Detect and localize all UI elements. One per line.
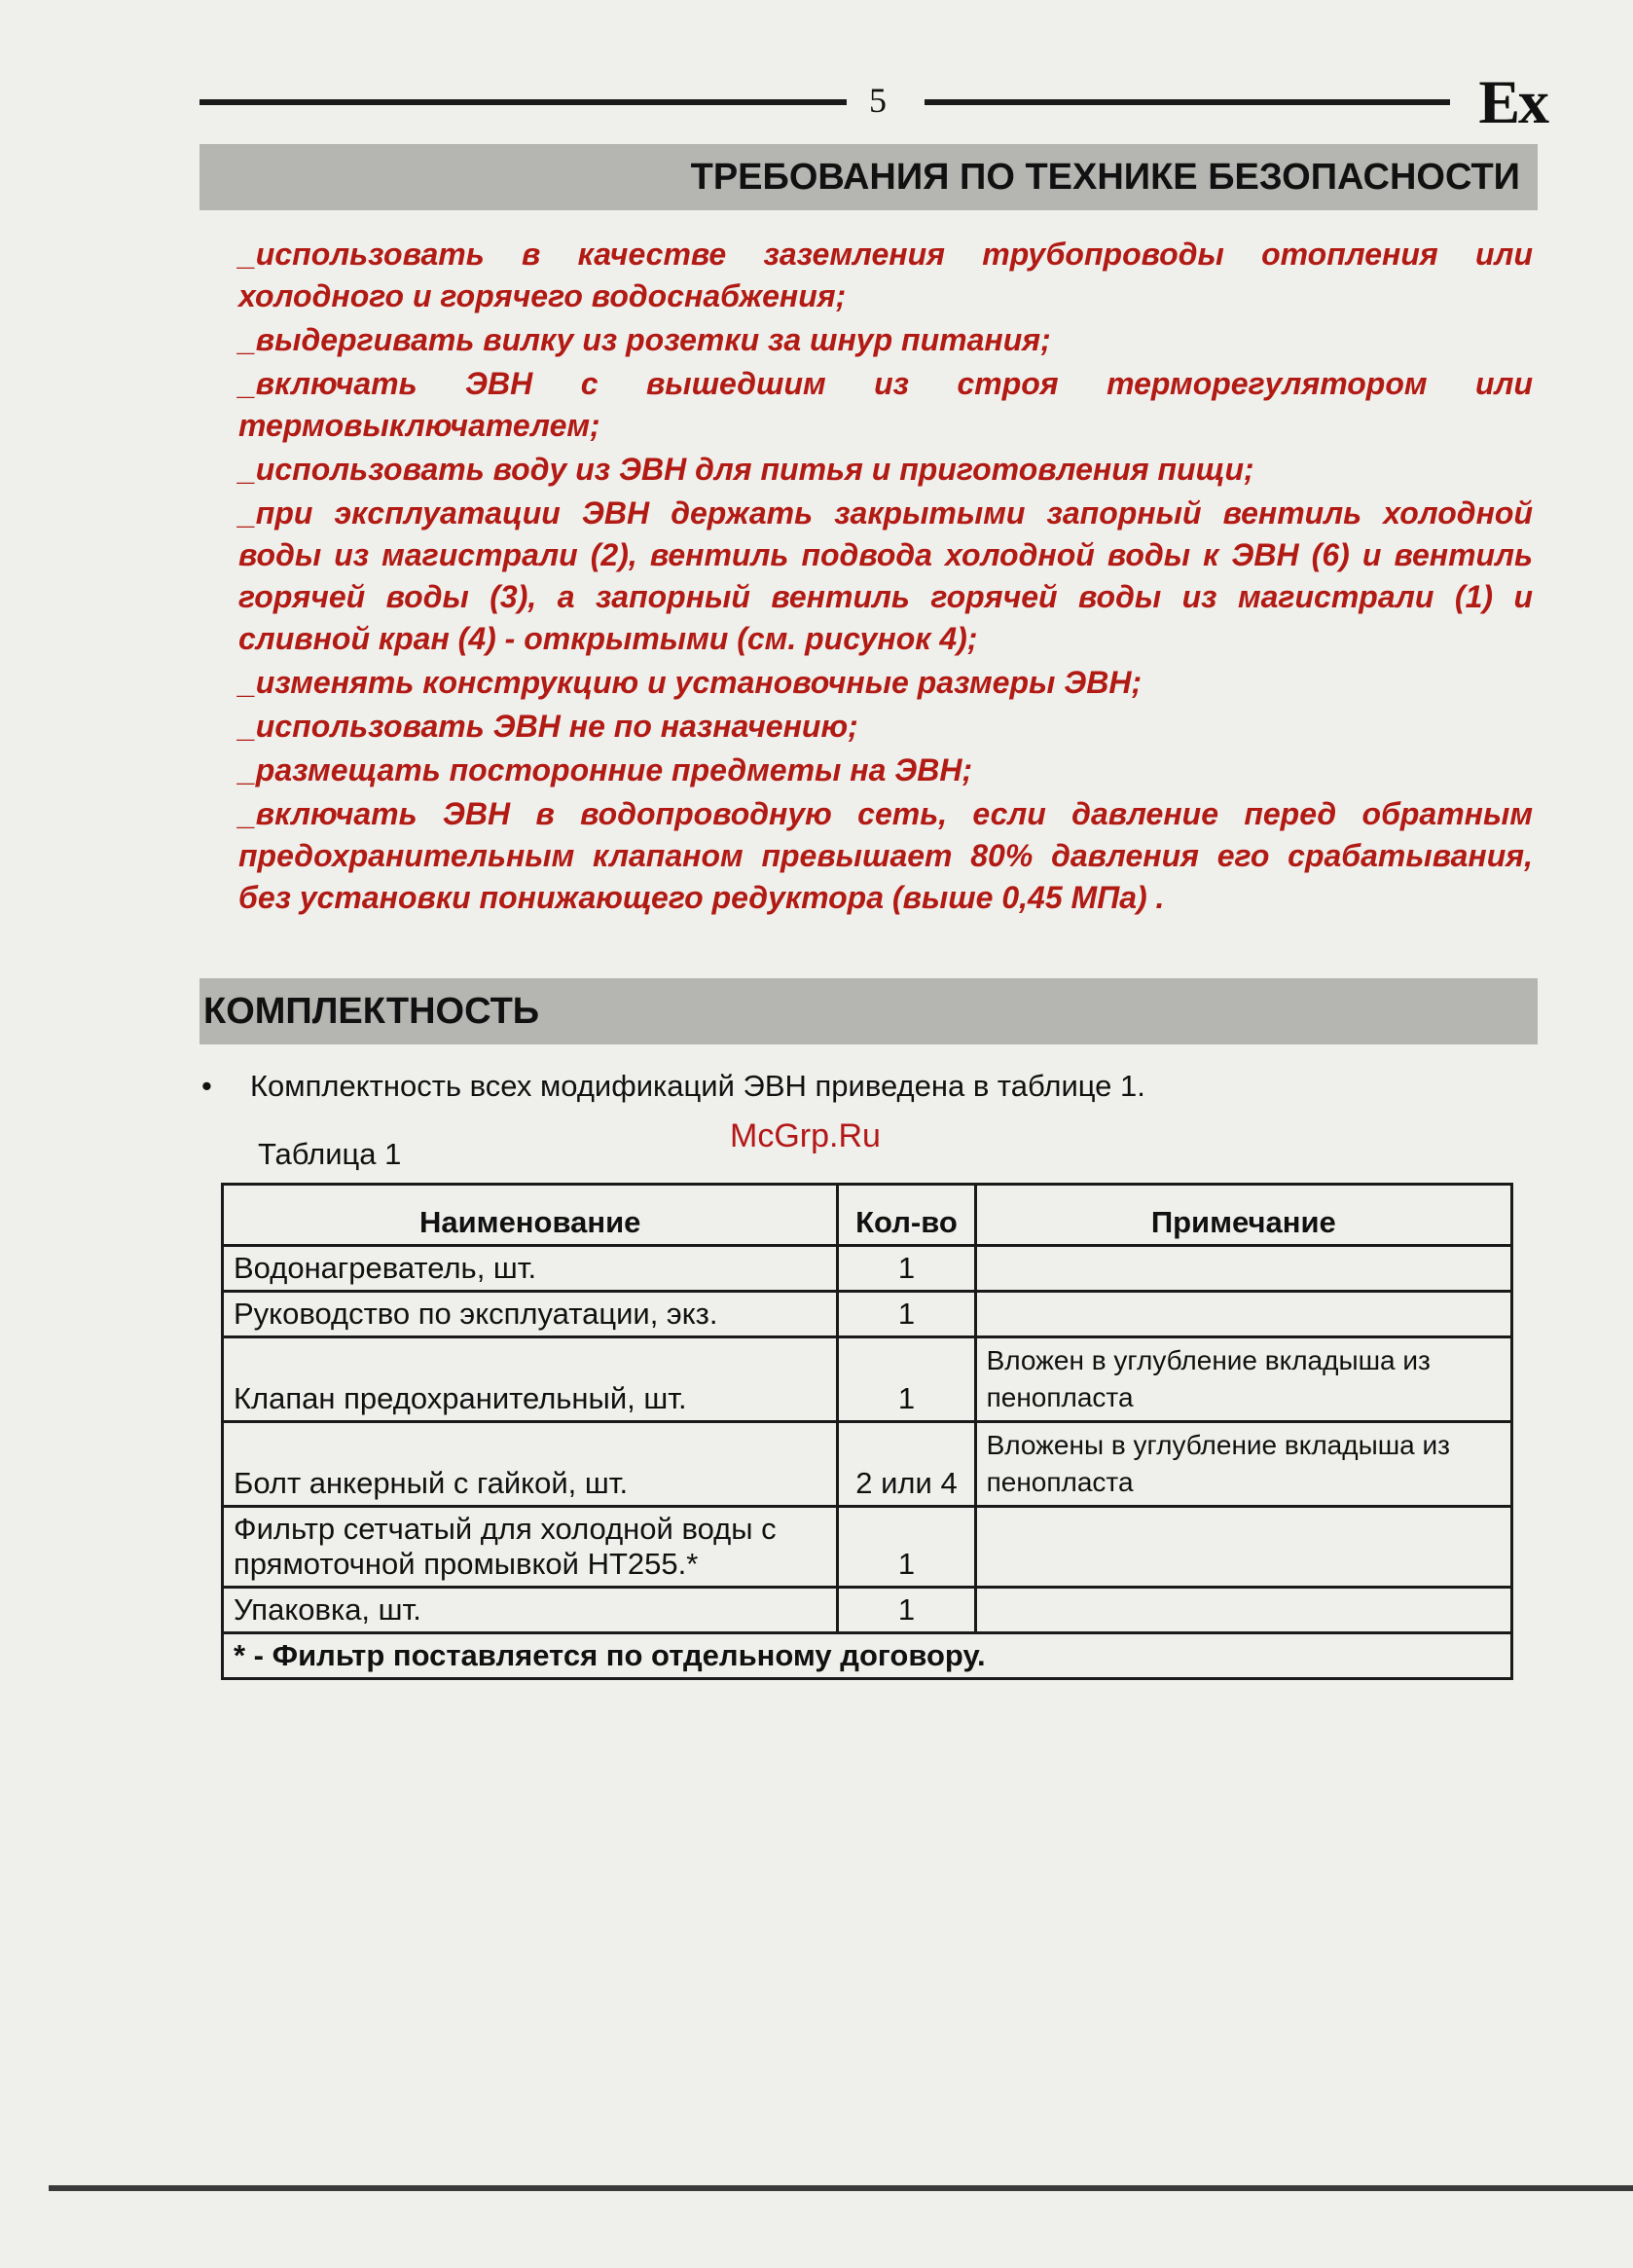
cell-name: Водонагреватель, шт.: [223, 1246, 838, 1292]
table-caption: Таблица 1: [258, 1137, 402, 1171]
table-footnote: * - Фильтр поставляется по отдельному договору.: [223, 1633, 1512, 1679]
cell-name: Болт анкерный с гайкой, шт.: [223, 1422, 838, 1507]
safety-rule: _размещать посторонние предметы на ЭВН;: [238, 752, 973, 787]
cell-note: Вложены в углубление вкладыша из пенопласта: [975, 1422, 1511, 1507]
safety-rule: _при эксплуатации ЭВН держать закрытыми запорный вентиль холодной воды из магистрали (2), вентиль подвода холодной воды к ЭВН (6) и вентиль горячей воды (3), а запорный вентиль горячей воды из магистрали (1) и сливной кран (4) - открытыми (см. рисунок 4);: [238, 495, 1533, 656]
header-name: Наименование: [223, 1185, 838, 1246]
safety-rule: _выдергивать вилку из розетки за шнур питания;: [238, 322, 1051, 357]
cell-name: Фильтр сетчатый для холодной воды с прямоточной промывкой НТ255.*: [223, 1507, 838, 1588]
cell-qty: 1: [838, 1246, 975, 1292]
header-qty: Кол-во: [838, 1185, 975, 1246]
kit-intro-text: Комплектность всех модификаций ЭВН приведена в таблице 1.: [250, 1069, 1145, 1103]
table-row: [223, 1507, 1512, 1588]
brand-mark: Ex: [1478, 67, 1547, 136]
bullet-icon: •: [201, 1069, 212, 1103]
header-rule-left: [200, 99, 847, 105]
safety-rule: _использовать воду из ЭВН для питья и приготовления пищи;: [238, 452, 1254, 487]
safety-rule: _включать ЭВН с вышедшим из строя терморегулятором или термовыключателем;: [238, 366, 1533, 443]
cell-qty: 1: [838, 1292, 975, 1337]
kit-intro: [200, 1063, 1465, 1110]
table-header-row: [223, 1185, 1512, 1246]
kit-section-header: [200, 978, 1538, 1044]
cell-note: [975, 1507, 1511, 1588]
table-footnote-row: [223, 1633, 1512, 1679]
safety-rule: _изменять конструкцию и установочные размеры ЭВН;: [238, 665, 1143, 700]
table-row: [223, 1588, 1512, 1633]
page-bottom-edge: [49, 2185, 1633, 2191]
cell-qty: 1: [838, 1588, 975, 1633]
page-number: 5: [869, 81, 887, 120]
cell-qty: 1: [838, 1507, 975, 1588]
safety-section-header: [200, 144, 1538, 210]
safety-rule: _использовать в качестве заземления трубопроводы отопления или холодного и горячего водоснабжения;: [238, 237, 1533, 313]
cell-note: [975, 1246, 1511, 1292]
table-row: [223, 1337, 1512, 1422]
safety-rule: _включать ЭВН в водопроводную сеть, если давление перед обратным предохранительным клапаном превышает 80% давления его срабатывания, без установки понижающего редуктора (выше 0,45 МПа) .: [238, 796, 1533, 915]
watermark: McGrp.Ru: [730, 1117, 881, 1154]
cell-note: [975, 1292, 1511, 1337]
safety-rules-list: [238, 234, 1533, 921]
cell-qty: 2 или 4: [838, 1422, 975, 1507]
cell-name: Упаковка, шт.: [223, 1588, 838, 1633]
kit-table: [221, 1183, 1513, 1680]
cell-qty: 1: [838, 1337, 975, 1422]
cell-name: Руководство по эксплуатации, экз.: [223, 1292, 838, 1337]
safety-title: ТРЕБОВАНИЯ ПО ТЕХНИКЕ БЕЗОПАСНОСТИ: [690, 157, 1520, 198]
kit-title: КОМПЛЕКТНОСТЬ: [203, 991, 540, 1032]
cell-note: Вложен в углубление вкладыша из пенопласта: [975, 1337, 1511, 1422]
safety-rule: _использовать ЭВН не по назначению;: [238, 709, 858, 744]
table-row: [223, 1246, 1512, 1292]
header-note: Примечание: [975, 1185, 1511, 1246]
table-row: [223, 1292, 1512, 1337]
table-row: [223, 1422, 1512, 1507]
header-rule-right: [925, 99, 1450, 105]
cell-name: Клапан предохранительный, шт.: [223, 1337, 838, 1422]
cell-note: [975, 1588, 1511, 1633]
